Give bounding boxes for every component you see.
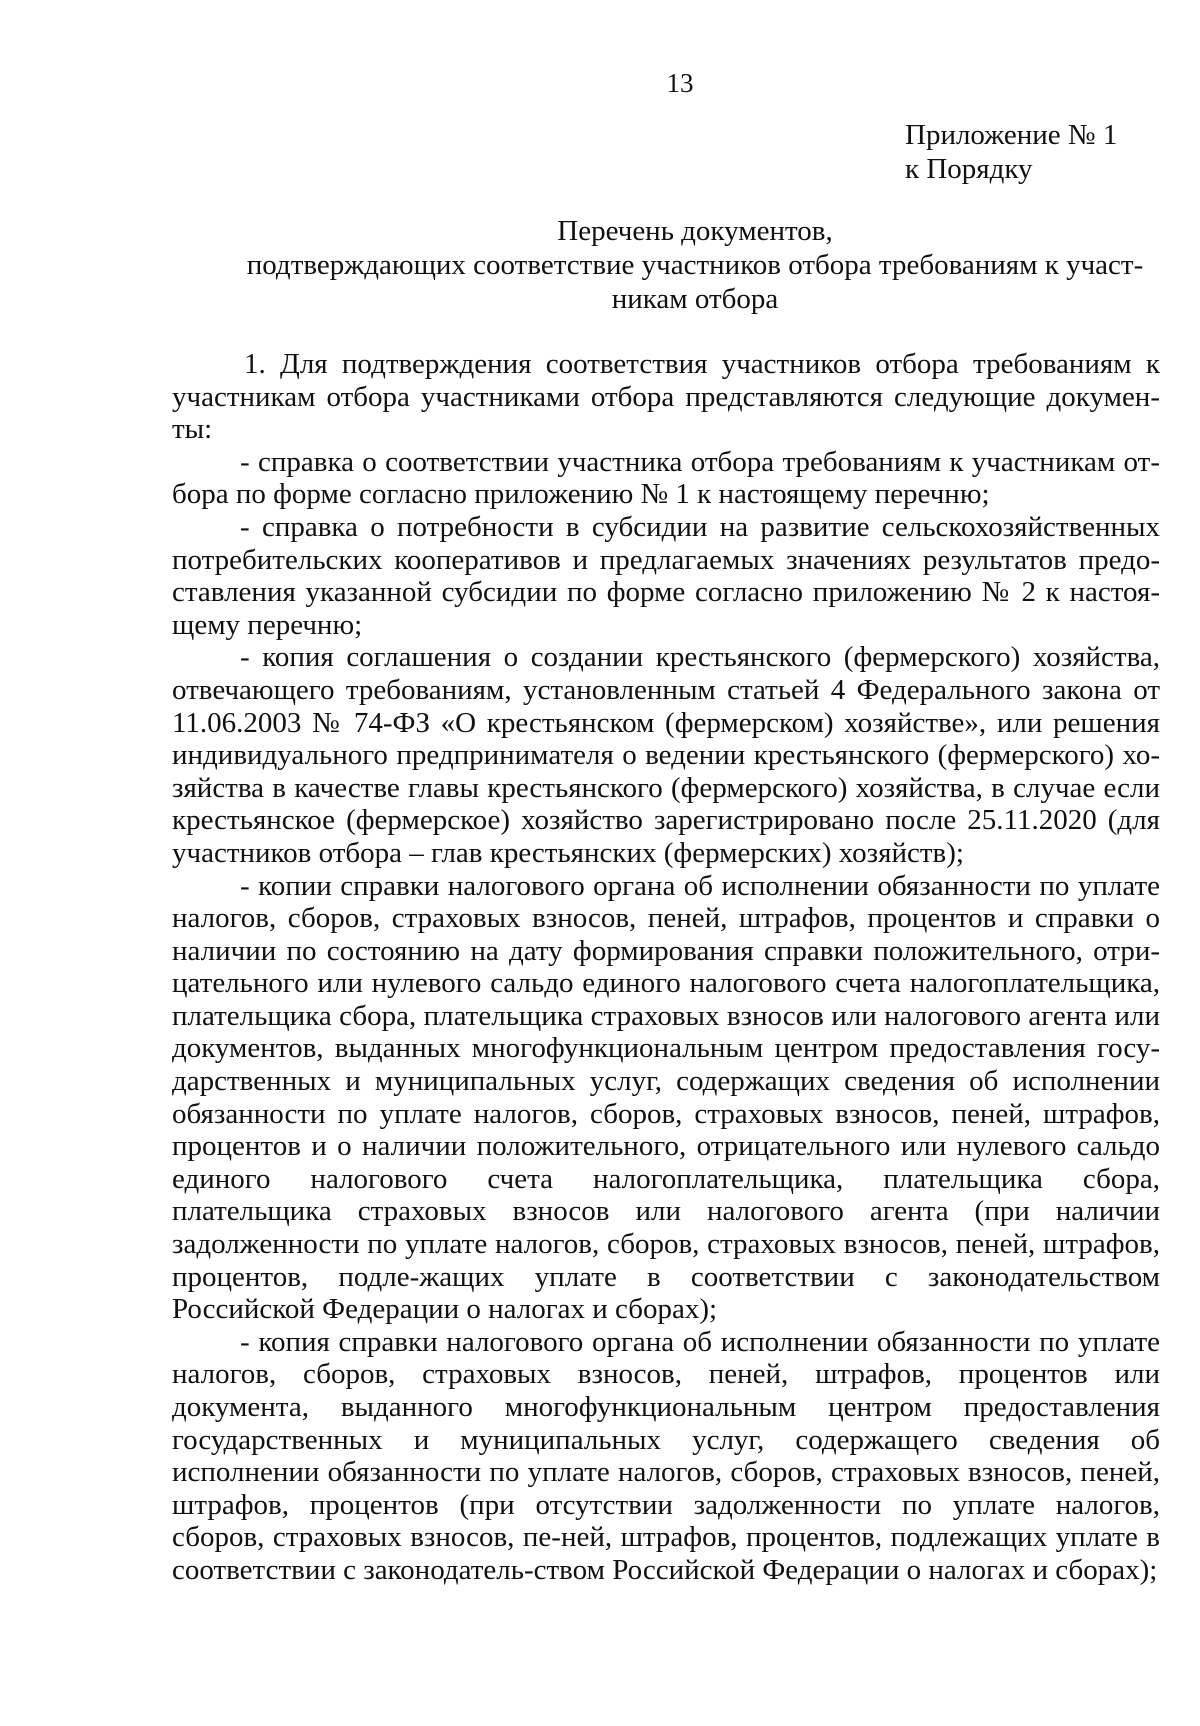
list-item-2: - справка о потребности в субсидии на развитие сельскохозяйственных потребительских кооперативов и предлагаемых значениях результатов предо-ставления указанной субсидии по форме согласно приложению № 2 к настоя-щему перечню; — [172, 510, 1160, 641]
title-line-3: никам отбора — [611, 283, 779, 315]
title-line-1: Перечень документов, — [557, 215, 833, 247]
paragraph-1: 1. Для подтверждения соответствия участников отбора требованиям к участникам отбора участниками отбора представляются следующие докумен-ты: — [172, 348, 1160, 446]
annex-line-2: к Порядку — [905, 153, 1033, 185]
title-line-2: подтверждающих соответствие участников отбора требованиям к участ- — [246, 249, 1144, 281]
list-item-1: - справка о соответствии участника отбора требованиям к участникам от-бора по форме согласно приложению № 1 к настоящему перечню; — [172, 445, 1160, 511]
page-number: 13 — [666, 68, 694, 98]
list-item-3: - копия соглашения о создании крестьянского (фермерского) хозяйства, отвечающего требованиям, установленным статьей 4 Федерального закона от 11.06.2003 № 74-ФЗ «О крестьянском (фермерском) хозяйстве», или решения индивидуального предпринимателя о ведении крестьянского (фермерского) хо-зяйства в качестве главы крестьянского (фермерского) хозяйства, в случае если крестьянское (фермерское) хозяйство зарегистрировано после 25.11.2020 (для участников отбора – глав крестьянских (фермерских) хозяйств); — [172, 641, 1160, 869]
annex-reference — [905, 118, 1117, 186]
annex-line-1: Приложение № 1 — [905, 119, 1118, 151]
list-item-5: - копия справки налогового органа об исполнении обязанности по уплате налогов, сборов, страховых взносов, пеней, штрафов, процентов или документа, выданного многофункциональным центром предоставления государственных и муниципальных услуг, содержащего сведения об исполнении обязанности по уплате налогов, сборов, страховых взносов, пеней, штрафов, процентов (при отсутствии задолженности по уплате налогов, сборов, страховых взносов, пе-ней, штрафов, процентов, подлежащих уплате в соответствии с законодатель-ством Российской Федерации о налогах и сборах); — [172, 1325, 1160, 1586]
document-title — [240, 214, 1150, 316]
list-item-4: - копии справки налогового органа об исполнении обязанности по уплате налогов, сборов, страховых взносов, пеней, штрафов, процентов и справки о наличии по состоянию на дату формирования справки положительного, отри-цательного или нулевого сальдо единого налогового счета налогоплательщика, плательщика сбора, плательщика страховых взносов или налогового агента или документов, выданных многофункциональным центром предоставления госу-дарственных и муниципальных услуг, содержащих сведения об исполнении обязанности по уплате налогов, сборов, страховых взносов, пеней, штрафов, процентов и о наличии положительного, отрицательного или нулевого сальдо единого налогового счета налогоплательщика, плательщика сбора, плательщика страховых взносов или налогового агента (при наличии задолженности по уплате налогов, сборов, страховых взносов, пеней, штрафов, процентов, подле-жащих уплате в соответствии с законодательством Российской Федерации о налогах и сборах); — [172, 869, 1160, 1326]
document-body — [172, 348, 1160, 1587]
